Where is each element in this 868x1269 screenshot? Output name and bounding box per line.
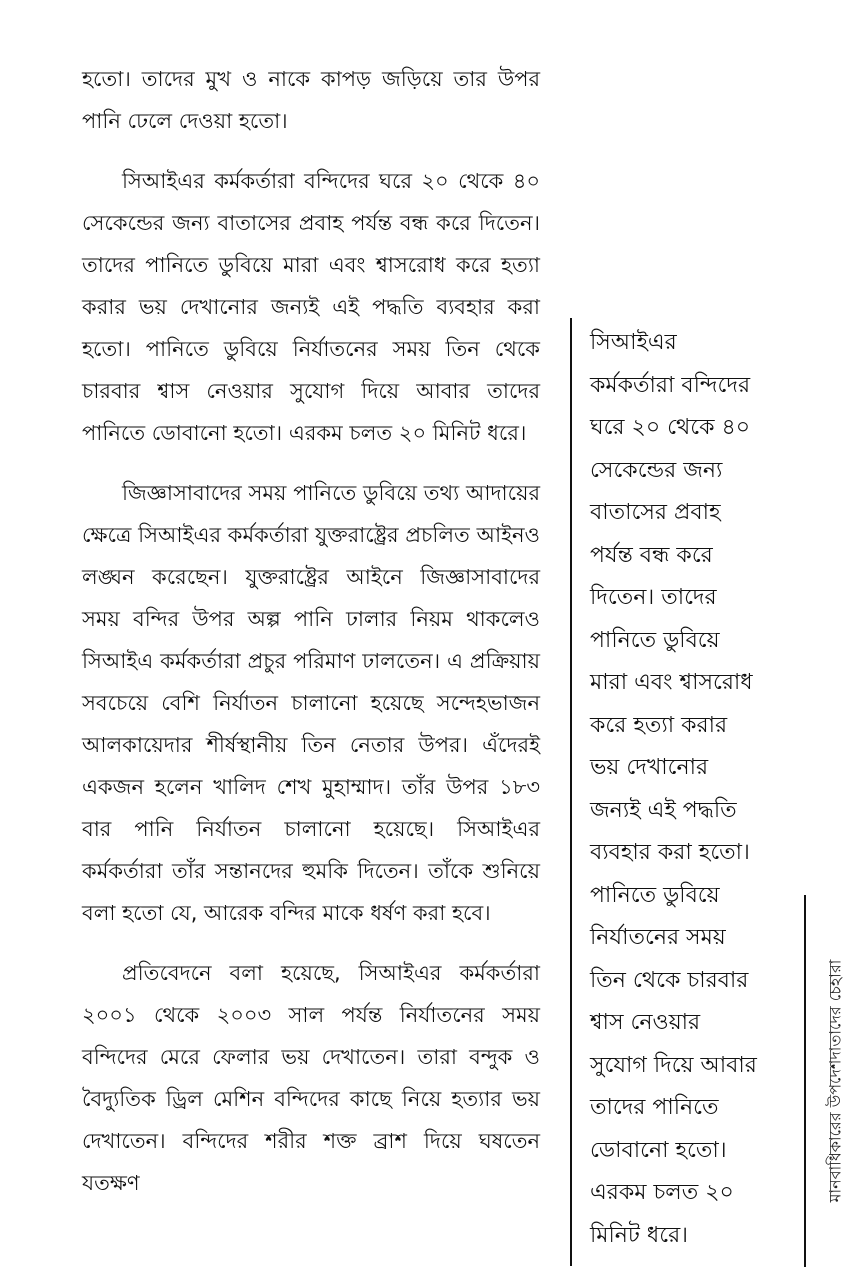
paragraph-continuation: হতো। তাদের মুখ ও নাকে কাপড় জড়িয়ে তার উপর পানি ঢেলে দেওয়া হতো। [82,67,540,133]
pull-quote-line: জন্যই এই পদ্ধতি [590,797,737,823]
pull-quote-line: ঘরে ২০ থেকে ৪০ [590,415,751,440]
pull-quote-line: শ্বাস নেওয়ার [590,1010,701,1035]
pull-quote-line: সুযোগ দিয়ে আবার [590,1052,757,1078]
pull-quote-line: ডোবানো হতো। [590,1137,727,1163]
pull-quote-line: পানিতে ডুবিয়ে [590,627,720,653]
pull-quote-line: কর্মকর্তারা বন্দিদের [590,372,751,398]
main-text-column [82,58,540,1222]
pull-quote-line: মারা এবং শ্বাসরোধ [590,670,753,695]
pull-quote-line: তাদের পানিতে [590,1095,719,1120]
pull-quote-line: তিন থেকে চারবার [590,967,749,993]
pull-quote-line: নির্যাতনের সময় [590,925,726,950]
pull-quote-line: সিআইএর [590,330,677,355]
pull-quote [590,322,795,1257]
pull-quote-line: এরকম চলত ২০ [590,1180,734,1205]
pull-quote-line: পানিতে ডুবিয়ে [590,882,720,908]
pull-quote-line: ব্যবহার করা হতো। [590,840,750,865]
pull-quote-rule [570,318,572,1266]
pull-quote-line: ভয় দেখানোর [590,755,709,780]
pull-quote-line: সেকেন্ডের জন্য [590,457,723,483]
paragraph-report-threats: প্রতিবেদনে বলা হয়েছে, সিআইএর কর্মকর্তারা ২০০১ থেকে ২০০৩ সাল পর্যন্ত নির্যাতনের সময় বন্দিদের মেরে ফেলার ভয় দেখাতেন। তারা বন্দুক ও বৈদ্যুতিক ড্রিল মেশিন বন্দিদের কাছে নিয়ে হত্যার ভয় দেখাতেন। বন্দিদের শরীর শক্ত ব্রাশ দিয়ে ঘষতেন যতক্ষণ [82,961,540,1195]
pull-quote-line: বাতাসের প্রবাহ [590,500,721,525]
paragraph-air-flow: সিআইএর কর্মকর্তারা বন্দিদের ঘরে ২০ থেকে ৪০ সেকেন্ডের জন্য বাতাসের প্রবাহ পর্যন্ত বন্ধ করে দিতেন। তাদের পানিতে ডুবিয়ে মারা এবং শ্বাসরোধ করে হত্যা করার ভয় দেখানোর জন্যই এই পদ্ধতি ব্যবহার করা হতো। পানিতে ডুবিয়ে নির্যাতনের সময় তিন থেকে চারবার শ্বাস নেওয়ার সুযোগ দিয়ে আবার তাদের পানিতে ডোবানো হতো। এরকম চলত ২০ মিনিট ধরে। [82,169,540,445]
pull-quote-line: করে হত্যা করার [590,712,728,738]
running-head-rule [804,895,806,1267]
running-head: মানবাধিকারের উপদেশদাতাদের চেহারা [825,959,845,1203]
paragraph-law-violation: জিজ্ঞাসাবাদের সময় পানিতে ডুবিয়ে তথ্য আদায়ের ক্ষেত্রে সিআইএর কর্মকর্তারা যুক্তরাষ্ট্রের প্রচলিত আইনও লঙ্ঘন করেছেন। যুক্তরাষ্ট্রের আইনে জিজ্ঞাসাবাদের সময় বন্দির উপর অল্প পানি ঢালার নিয়ম থাকলেও সিআইএ কর্মকর্তারা প্রচুর পরিমাণ ঢালতেন। এ প্রক্রিয়ায় সবচেয়ে বেশি নির্যাতন চালানো হয়েছে সন্দেহভাজন আলকায়েদার শীর্ষস্থানীয় তিন নেতার উপর। এঁদেরই একজন হলেন খালিদ শেখ মুহাম্মাদ। তাঁর উপর ১৮৩ বার পানি নির্যাতন চালানো হয়েছে। সিআইএর কর্মকর্তারা তাঁর সন্তানদের হুমকি দিতেন। তাঁকে শুনিয়ে বলা হতো যে, আরেক বন্দির মাকে ধর্ষণ করা হবে। [82,481,540,925]
pull-quote-line: দিতেন। তাদের [590,585,717,610]
pull-quote-line: মিনিট ধরে। [590,1222,689,1248]
pull-quote-line: পর্যন্ত বন্ধ করে [590,542,713,568]
